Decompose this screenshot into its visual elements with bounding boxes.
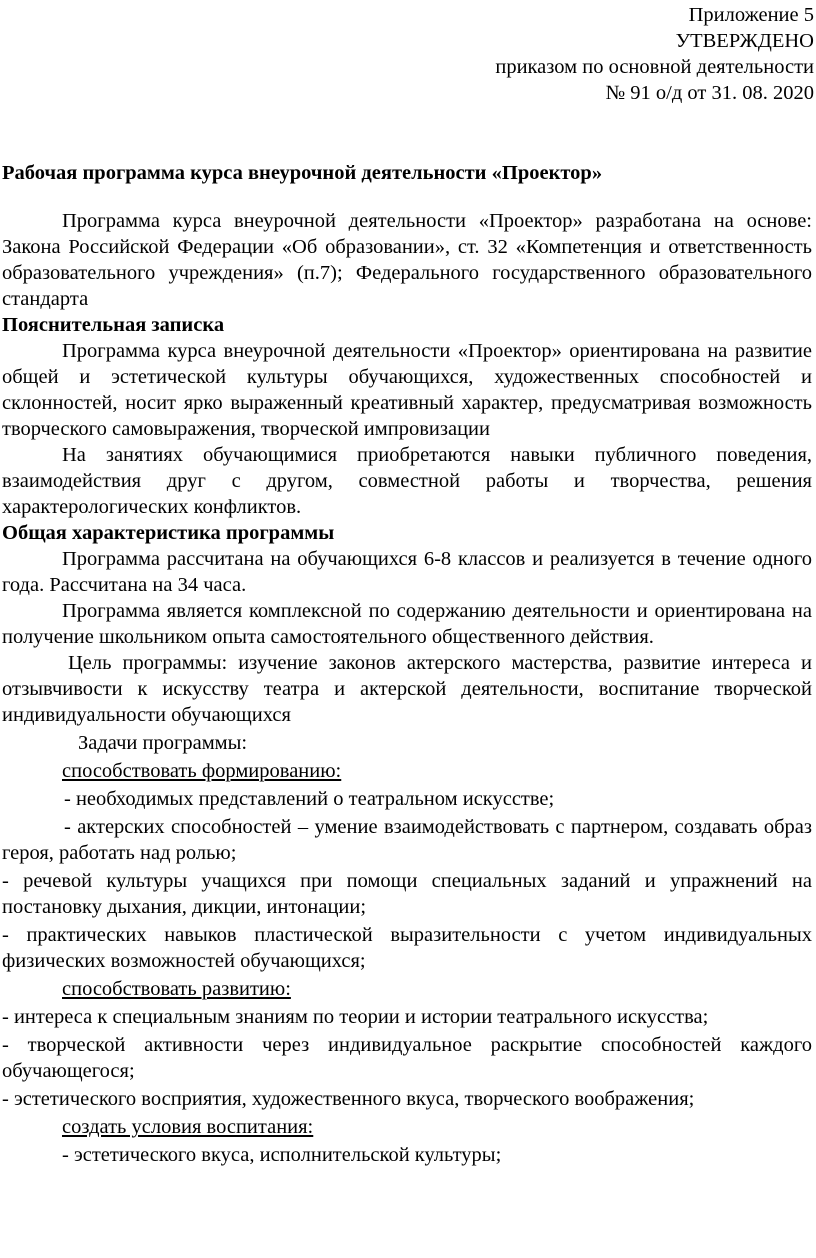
- list-item: - интереса к специальным знаниям по теории и истории театрального искусства;: [2, 1006, 709, 1028]
- section-heading-explanatory-note: Пояснительная записка: [2, 314, 225, 336]
- task-group-label-text: способствовать развитию:: [62, 978, 291, 1000]
- paragraph: Программа курса внеурочной деятельности «Проектор» ориентирована на развитие общей и эстетической культуры обучающихся, художественных способностей и склонностей, носит ярко выраженный креативный характер, предусматривая возможность творческого самовыражения, творческой импровизации: [2, 340, 812, 440]
- paragraph: Программа рассчитана на обучающихся 6-8 классов и реализуется в течение одного года. Рассчитана на 34 часа.: [2, 548, 812, 596]
- goal-paragraph: Цель программы: изучение законов актерского мастерства, развитие интереса и отзывчивости к искусству театра и актерской деятельности, воспитание творческой индивидуальности обучающихся: [2, 652, 812, 726]
- document-title: Рабочая программа курса внеурочной деятельности «Проектор»: [2, 162, 603, 184]
- list-item: - практических навыков пластической выразительности с учетом индивидуальных физических возможностей обучающихся;: [2, 924, 812, 972]
- tasks-label: Задачи программы:: [78, 732, 248, 754]
- approval-header: [495, 2, 814, 106]
- list-item: - речевой культуры учащихся при помощи специальных заданий и упражнений на постановку дыхания, дикции, интонации;: [2, 870, 812, 918]
- section-heading-general-characteristics: Общая характеристика программы: [2, 522, 335, 544]
- list-item: - эстетического вкуса, исполнительской культуры;: [62, 1144, 502, 1166]
- paragraph: Программа является комплексной по содержанию деятельности и ориентирована на получение школьником опыта самостоятельного общественного действия.: [2, 600, 812, 648]
- appendix-label: Приложение 5: [688, 4, 814, 26]
- list-item: - необходимых представлений о театральном искусстве;: [64, 788, 555, 810]
- list-item: - творческой активности через индивидуальное раскрытие способностей каждого обучающегося;: [2, 1034, 812, 1082]
- intro-paragraph: Программа курса внеурочной деятельности «Проектор» разработана на основе: Закона Российской Федерации «Об образовании», ст. 32 «Компетенция и ответственность образовательного учреждения» (п.7); Федерального государственного образовательного стандарта: [2, 210, 812, 310]
- task-group-label: [2, 758, 812, 784]
- paragraph: На занятиях обучающимися приобретаются навыки публичного поведения, взаимодействия друг с другом, совместной работы и творчества, решения характерологических конфликтов.: [2, 444, 812, 518]
- task-group-label-text: создать условия воспитания:: [62, 1116, 314, 1138]
- list-item: - эстетического восприятия, художественного вкуса, творческого воображения;: [2, 1088, 695, 1110]
- approved-label: УТВЕРЖДЕНО: [675, 30, 814, 52]
- task-group-label-text: способствовать формированию:: [62, 760, 342, 782]
- document-body: [2, 208, 812, 1168]
- order-number: № 91 о/д от 31. 08. 2020: [605, 82, 814, 104]
- task-group-label: [2, 976, 812, 1002]
- list-item: - актерских способностей – умение взаимодействовать с партнером, создавать образ героя, работать над ролью;: [2, 816, 812, 864]
- task-group-label: [2, 1114, 812, 1140]
- order-label: приказом по основной деятельности: [495, 56, 814, 78]
